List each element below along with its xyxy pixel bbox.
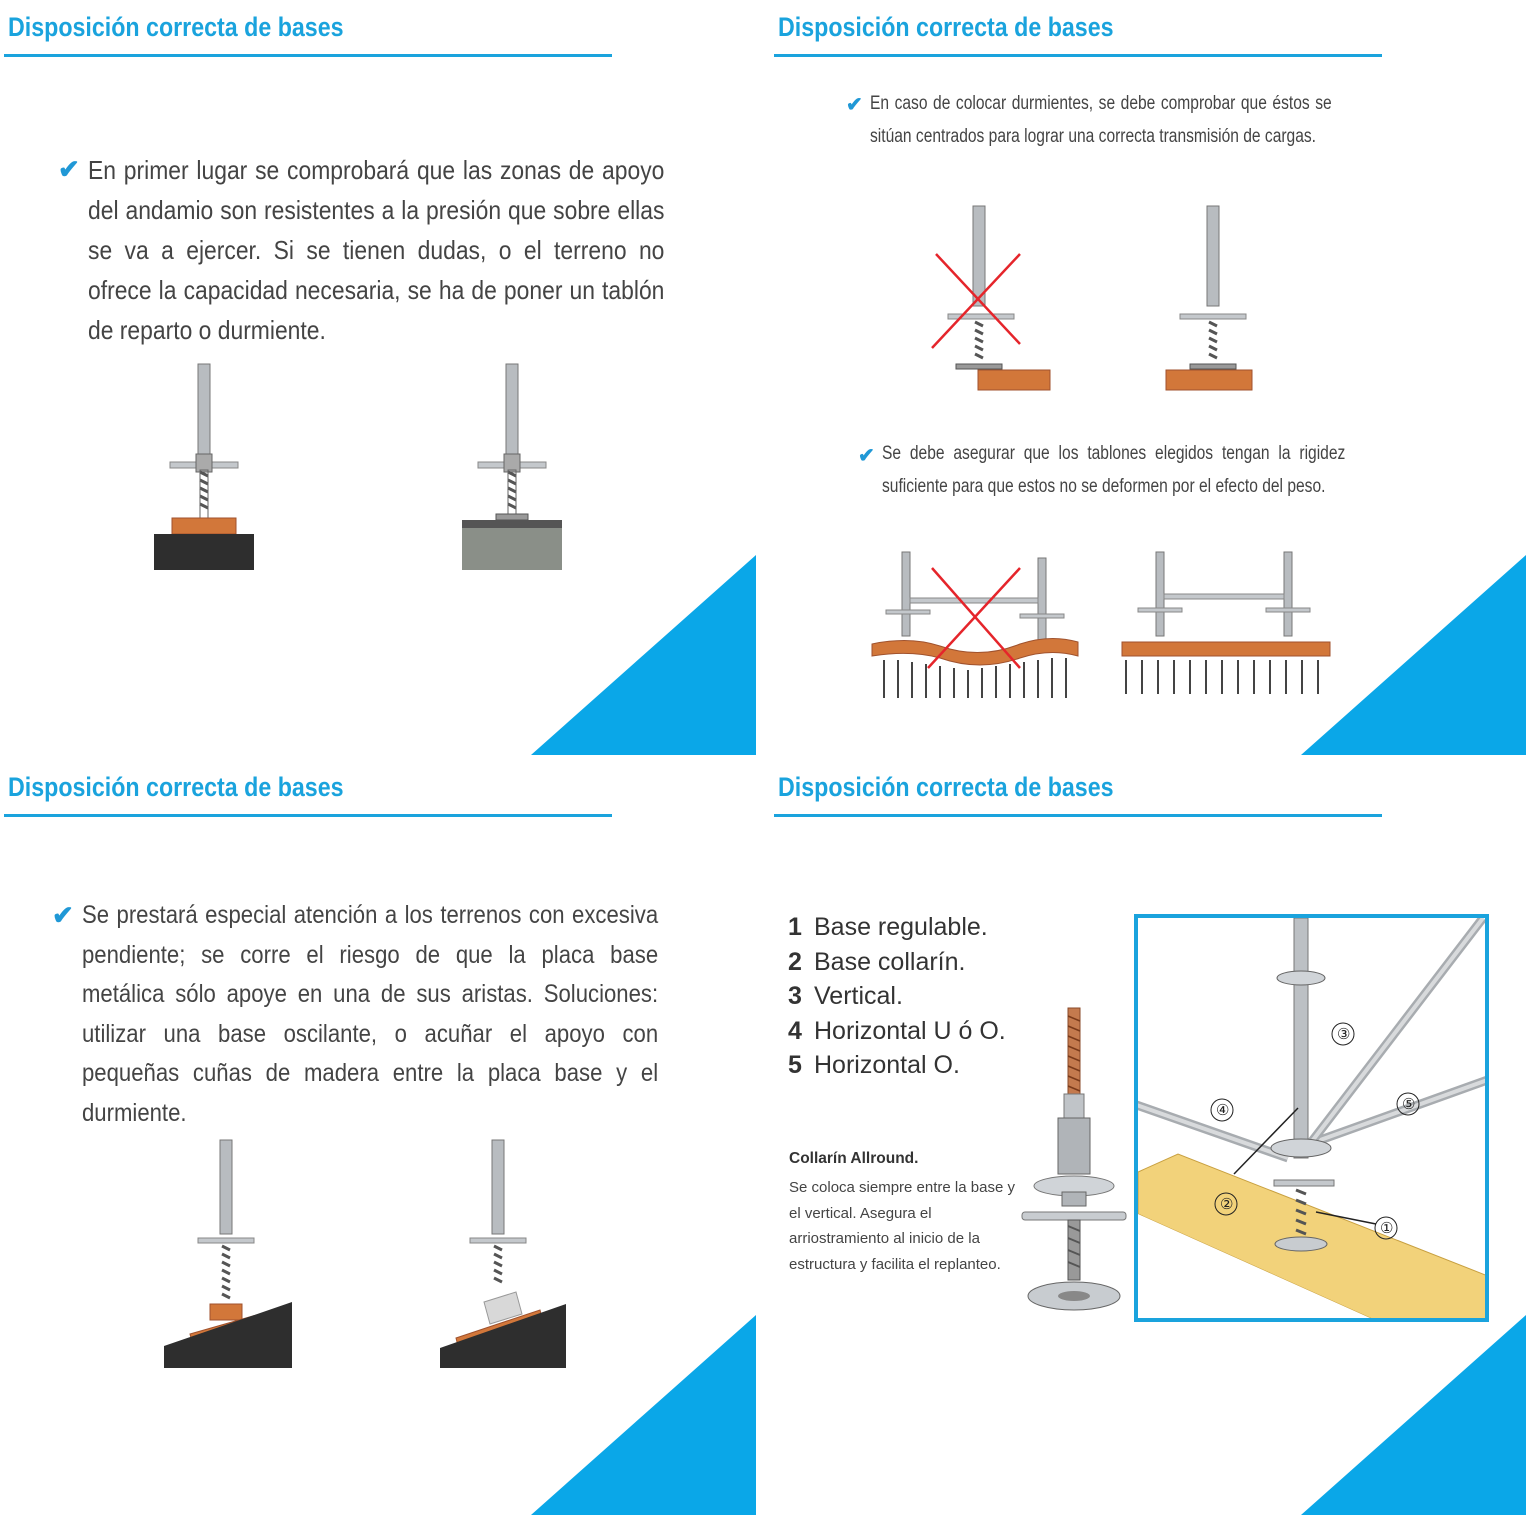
panel-title: Disposición correcta de bases bbox=[778, 772, 1114, 802]
legend-item: 1 Base regulable. bbox=[788, 913, 988, 941]
paragraph: En primer lugar se comprobará que las zonas de apoyo del andamio son resistentes a la presión que sobre ellas se va a ejercer. Si se tienen dudas, o el terreno no ofrece la capacidad necesaria, se ha de poner un tablón de reparto o durmiente. bbox=[88, 155, 665, 345]
panel-centered-sleepers bbox=[770, 0, 1526, 765]
callout-3: ③ bbox=[1337, 1026, 1351, 1043]
panel-title: Disposición correcta de bases bbox=[8, 12, 344, 42]
corner-triangle bbox=[1301, 1315, 1526, 1515]
panel-firm-ground bbox=[0, 0, 763, 765]
base-on-slope-illustration bbox=[160, 1138, 300, 1372]
off-center-plank-wrong-illustration bbox=[920, 204, 1060, 394]
title-underline bbox=[4, 814, 612, 817]
base-on-plank-illustration bbox=[150, 362, 260, 574]
centered-plank-correct-illustration bbox=[1158, 204, 1268, 394]
corner-triangle bbox=[531, 1315, 756, 1515]
checkmark-icon: ✔ bbox=[846, 94, 863, 116]
corner-triangle bbox=[531, 555, 756, 755]
callout-1: ① bbox=[1380, 1220, 1394, 1237]
callout-2: ② bbox=[1220, 1196, 1234, 1213]
deformed-plank-wrong-illustration bbox=[870, 548, 1090, 703]
legend-item: 2 Base collarín. bbox=[788, 947, 966, 976]
paragraph: Se prestará especial atención a los terrenos con excesiva pendiente; se corre el riesgo de que la placa base metálica sólo apoye en una de sus aristas. Soluciones: utilizar una base oscilante, o acuñar el apoyo con pequeñas cuñas de madera entre la placa base y el durmiente. bbox=[82, 901, 659, 1127]
parts-legend bbox=[788, 910, 1006, 1083]
collar-description: Se coloca siempre entre la base y el vertical. Asegura el arriostramiento al inicio de la estructura y facilita el replanteo. bbox=[789, 1179, 1015, 1273]
collar-base-photo bbox=[1018, 1006, 1130, 1326]
assembly-drawing bbox=[1138, 918, 1489, 1322]
callout-5: ⑤ bbox=[1402, 1096, 1416, 1113]
title-underline bbox=[774, 54, 1382, 57]
paragraph-centered: En caso de colocar durmientes, se debe comprobar que éstos se sitúan centrados para lograr una correcta transmisión de cargas. bbox=[870, 93, 1332, 147]
collar-title: Collarín Allround. bbox=[789, 1150, 919, 1167]
corner-triangle bbox=[1301, 555, 1526, 755]
paragraph-rigidity: Se debe asegurar que los tablones elegidos tengan la rigidez suficiente para que estos no se deformen por el efecto del peso. bbox=[882, 443, 1346, 497]
panel-allround-collar bbox=[770, 760, 1526, 1525]
panel-title: Disposición correcta de bases bbox=[778, 12, 1114, 42]
checkmark-icon: ✔ bbox=[52, 900, 74, 930]
checkmark-icon: ✔ bbox=[858, 445, 875, 467]
base-on-firm-ground-illustration bbox=[458, 362, 568, 574]
panel-title: Disposición correcta de bases bbox=[8, 772, 344, 802]
callout-4: ④ bbox=[1216, 1102, 1230, 1119]
legend-item: 4 Horizontal U ó O. bbox=[788, 1016, 1006, 1045]
legend-item: 3 Vertical. bbox=[788, 982, 903, 1010]
legend-item: 5 Horizontal O. bbox=[788, 1051, 960, 1079]
title-underline bbox=[4, 54, 612, 57]
title-underline bbox=[774, 814, 1382, 817]
checkmark-icon: ✔ bbox=[58, 154, 80, 184]
panel-slope bbox=[0, 760, 763, 1525]
assembly-diagram bbox=[1134, 914, 1489, 1322]
